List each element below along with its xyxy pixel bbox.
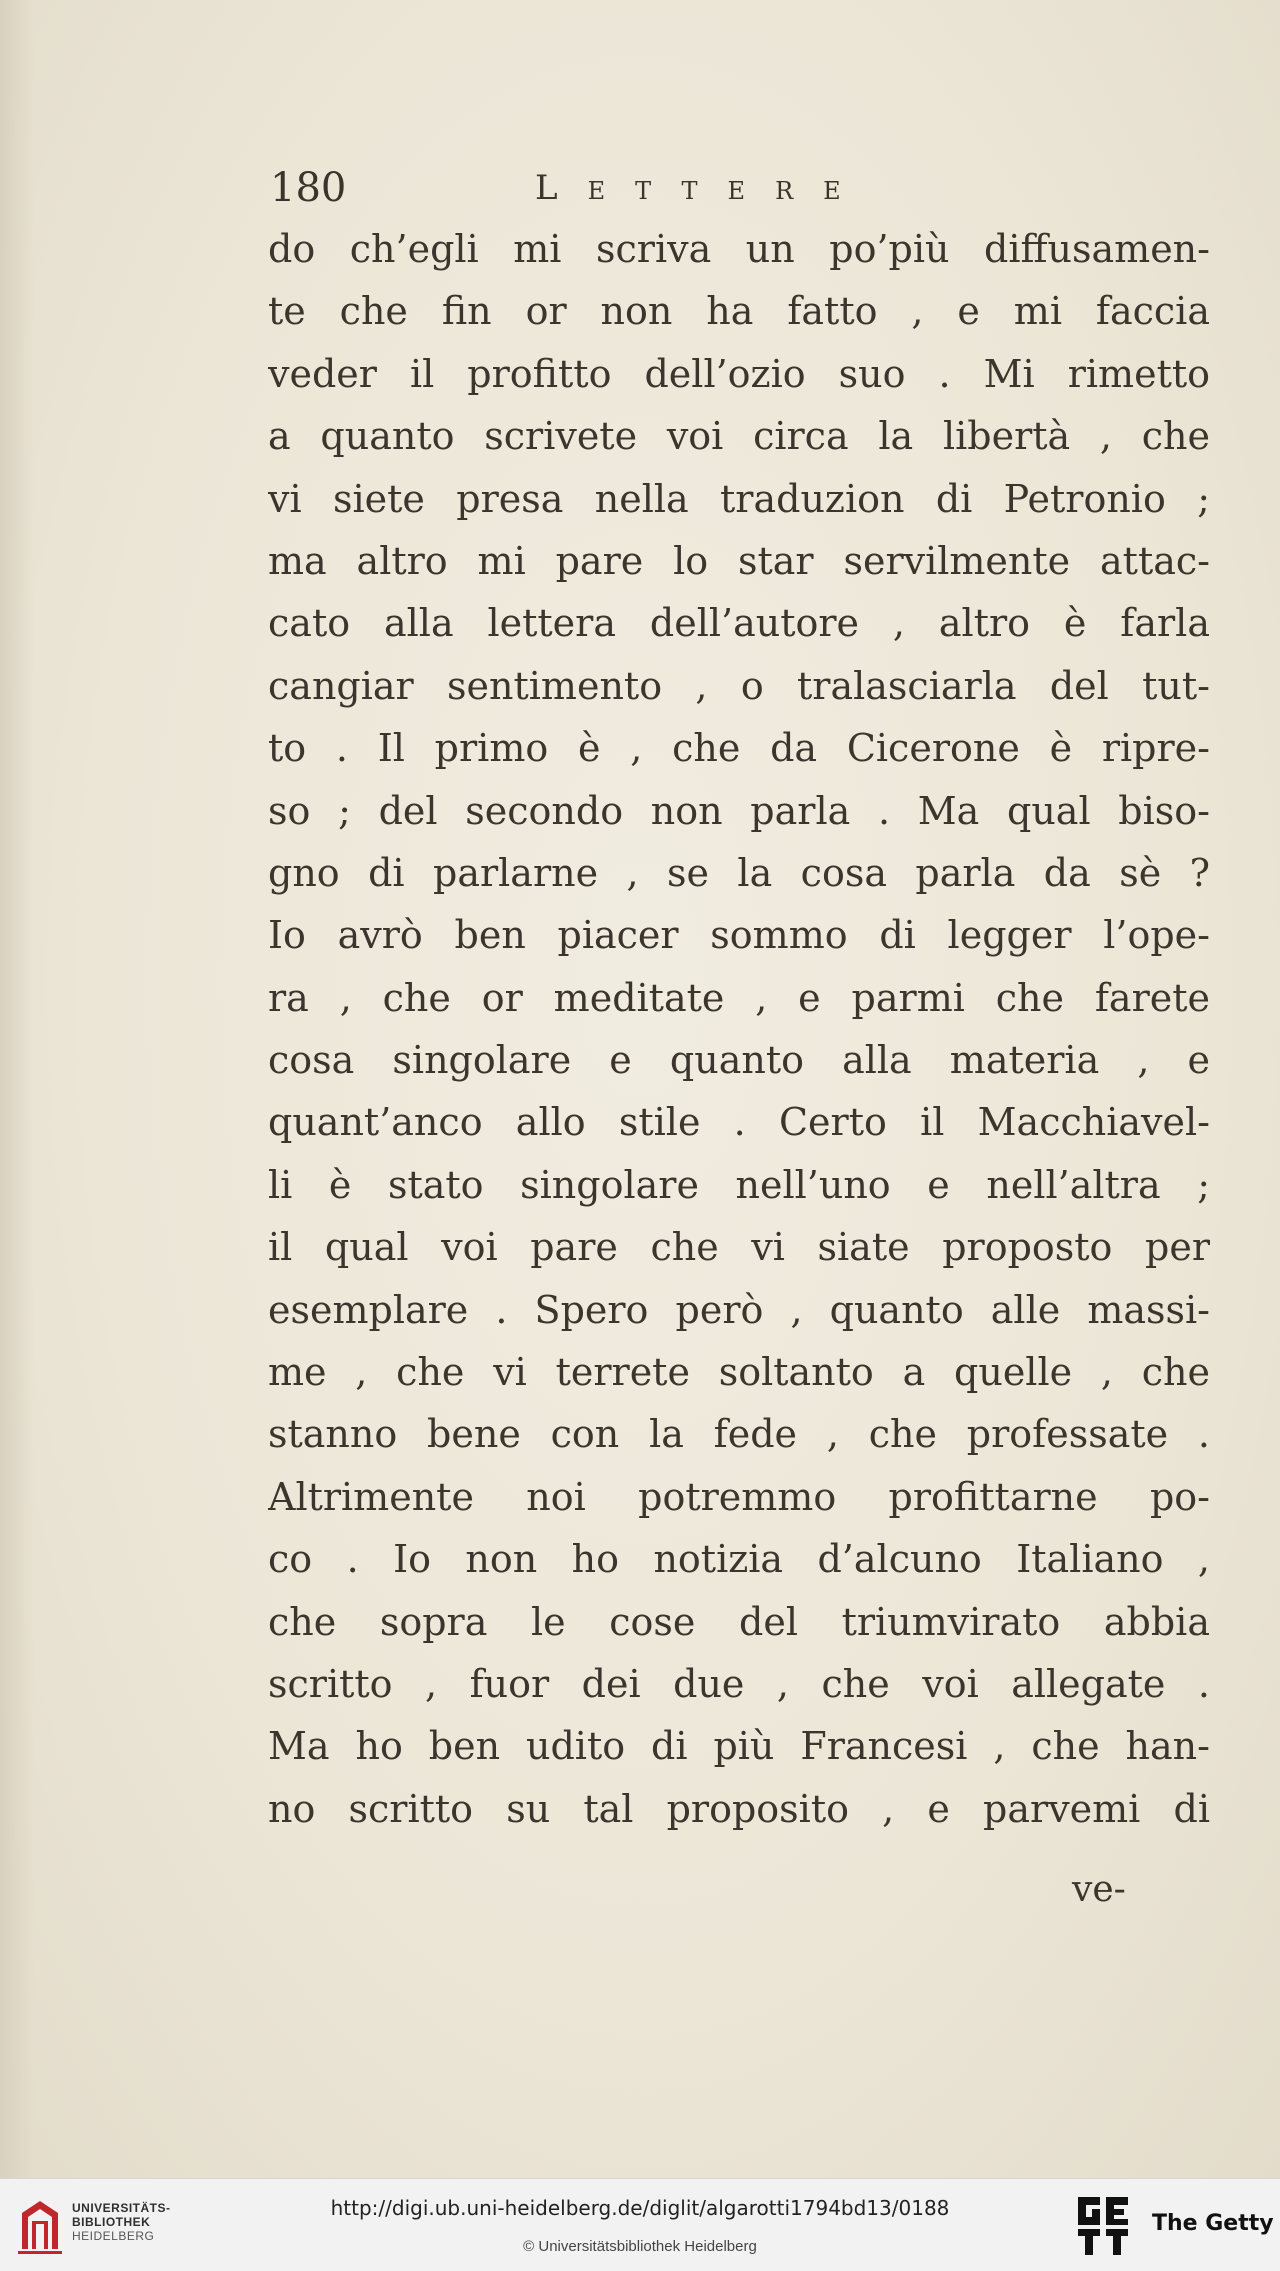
text-line: a quanto scrivete voi circa la libertà , che	[268, 414, 1210, 459]
text-line: che sopra le cose del triumvirato abbia	[268, 1599, 1210, 1644]
text-line: il qual voi pare che vi siate proposto per	[268, 1225, 1210, 1270]
page-edge-shadow	[0, 0, 34, 2178]
library-name	[72, 2201, 222, 2243]
viewer-footer	[0, 2178, 1280, 2271]
text-line: ma altro mi pare lo star servilmente attac-	[268, 538, 1210, 583]
text-line: quant’anco allo stile . Certo il Macchiavel-	[268, 1100, 1210, 1145]
library-name-line-1: UNIVERSITÄTS-	[72, 2201, 171, 2215]
text-line: to . Il primo è , che da Cicerone è ripre-	[268, 726, 1210, 771]
text-line: gno di parlarne , se la cosa parla da sè ?	[268, 850, 1210, 895]
partner-name: The Getty	[1152, 2211, 1274, 2236]
text-line: cato alla lettera dell’autore , altro è farla	[268, 601, 1210, 646]
text-line: no scritto su tal proposito , e parvemi di	[268, 1786, 1210, 1831]
page-number: 180	[270, 165, 347, 211]
text-line: me , che vi terrete soltanto a quelle , che	[268, 1350, 1210, 1395]
text-line: li è stato singolare nell’uno e nell’altra ;	[268, 1162, 1210, 1207]
copyright-notice: © Universitätsbibliothek Heidelberg	[523, 2238, 757, 2255]
library-name-line-3: HEIDELBERG	[72, 2229, 155, 2243]
heidelberg-library-logo-icon[interactable]	[14, 2197, 66, 2255]
text-line: Io avrò ben piacer sommo di legger l’ope-	[268, 913, 1210, 958]
text-line: te che fin or non ha fatto , e mi faccia	[268, 289, 1210, 334]
permalink-url[interactable]: http://digi.ub.uni-heidelberg.de/diglit/algarotti1794bd13/0188	[330, 2196, 950, 2220]
text-line: so ; del secondo non parla . Ma qual biso-	[268, 788, 1210, 833]
text-line: Altrimente noi potremmo profittarne po-	[268, 1474, 1210, 1519]
text-line: vi siete presa nella traduzion di Petronio ;	[268, 476, 1210, 521]
text-line: do ch’egli mi scriva un po’più diffusamen-	[268, 227, 1210, 271]
getty-logo-icon[interactable]	[1076, 2195, 1132, 2257]
running-title: Lettere	[535, 168, 871, 208]
text-line: cosa singolare e quanto alla materia , e	[268, 1038, 1210, 1083]
text-line: scritto , fuor dei due , che voi allegate .	[268, 1661, 1210, 1706]
text-line: co . Io non ho notizia d’alcuno Italiano ,	[268, 1537, 1210, 1582]
text-line: veder il profitto dell’ozio suo . Mi rimetto	[268, 351, 1210, 396]
text-line: esemplare . Spero però , quanto alle massi-	[268, 1287, 1210, 1332]
page-header	[270, 158, 990, 218]
library-name-line-2: BIBLIOTHEK	[72, 2215, 151, 2229]
text-line: cangiar sentimento , o tralasciarla del tut-	[268, 663, 1210, 708]
text-line: ra , che or meditate , e parmi che farete	[268, 975, 1210, 1020]
catchword: ve-	[1072, 1869, 1126, 1910]
body-text	[268, 218, 1210, 1840]
text-line: stanno bene con la fede , che professate .	[268, 1412, 1210, 1457]
text-line: Ma ho ben udito di più Francesi , che han-	[268, 1724, 1210, 1769]
